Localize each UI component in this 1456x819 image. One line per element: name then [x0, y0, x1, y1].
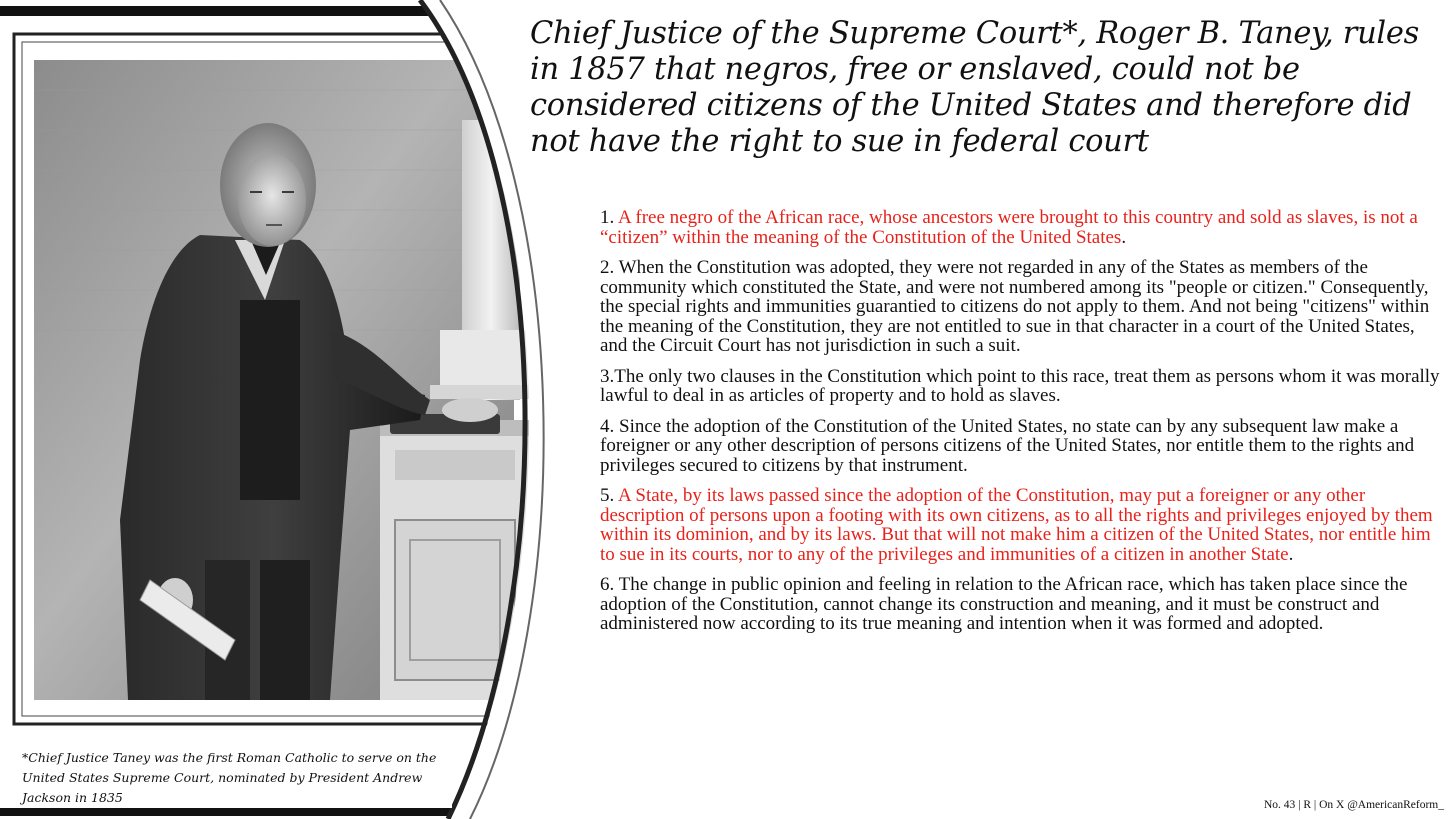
ruling-end: . — [1288, 543, 1294, 565]
portrait-caption: *Chief Justice Taney was the first Roman Catholic to serve on the United States Supreme Court, nominated by President Andrew Jackson in 1835 — [22, 748, 452, 808]
ruling-number: 4. — [600, 415, 619, 437]
portrait-image — [0, 0, 560, 819]
ruling-item — [600, 208, 1440, 247]
ruling-text: When the Constitution was adopted, they were not regarded in any of the States as members of the community which constituted the State, and were not numbered among its "people or citizen." Consequently, the special rights and immunities guarantied to citizens do not apply to them. And not being "citizens" within the meaning of the Constitution, they are not entitled to sue in that character in a court of the United States, and the Circuit Court has not jurisdiction in such a suit. — [600, 257, 1430, 356]
ruling-item — [600, 367, 1440, 406]
ruling-number: 5. — [600, 485, 618, 506]
ruling-number: 1. — [600, 207, 618, 228]
ruling-number: 3. — [600, 365, 615, 387]
ruling-item — [600, 258, 1440, 356]
ruling-item — [600, 575, 1440, 634]
rulings-list — [600, 208, 1440, 645]
ruling-text-highlighted: A State, by its laws passed since the adoption of the Constitution, may put a foreigner or any other description of persons upon a footing with its own citizens, as to all the rights and privileges enjoyed by them within its dominion, and by its laws. But that will not make him a citizen of the United States, nor entitle him to sue in its courts, nor to any of the privileges and immunities of a citizen in another State — [600, 485, 1433, 565]
ruling-text: The change in public opinion and feeling in relation to the African race, which has taken place since the adoption of the Constitution, cannot change its construction and meaning, and it must be construct and administered now according to its true meaning and intention when it was formed and adopted. — [600, 574, 1408, 634]
ruling-item — [600, 417, 1440, 476]
page-headline: Chief Justice of the Supreme Court*, Roger B. Taney, rules in 1857 that negros, free or enslaved, could not be considered citizens of the United States and therefore did not have the right to sue in federal court — [530, 16, 1419, 159]
ruling-text: Since the adoption of the Constitution of the United States, no state can by any subsequent law make a foreigner or any other description of persons citizens of the United States, nor entitle them to the rights and privileges secured to citizens by that instrument. — [600, 415, 1415, 476]
footer-credit: No. 43 | R | On X @AmericanReform_ — [1264, 799, 1444, 811]
ruling-end: . — [1121, 226, 1127, 248]
ruling-number: 2. — [600, 257, 619, 278]
ruling-number: 6. — [600, 574, 619, 595]
ruling-text-highlighted: A free negro of the African race, whose ancestors were brought to this country and sold as slaves, is not a “citizen” within the meaning of the Constitution of the United States — [600, 207, 1418, 248]
ruling-text: The only two clauses in the Constitution which point to this race, treat them as persons whom it was morally lawful to deal in as articles of property and to hold as slaves. — [600, 365, 1440, 406]
ruling-item — [600, 486, 1440, 564]
